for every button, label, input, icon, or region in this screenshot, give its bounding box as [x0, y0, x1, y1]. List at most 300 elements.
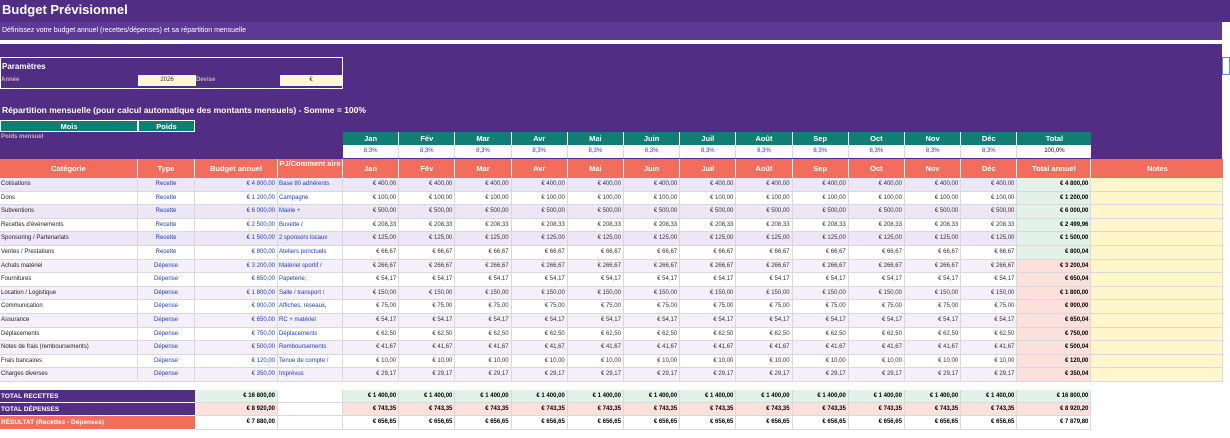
- row-month-value: € 125,00: [568, 232, 624, 246]
- row-month-value: € 62,50: [849, 328, 905, 342]
- row-month-value: € 208,33: [568, 219, 624, 233]
- summary-month-value: € 656,65: [961, 416, 1017, 429]
- row-type[interactable]: Recette: [138, 205, 195, 219]
- row-category: Déplacements: [0, 328, 138, 342]
- row-month-value: € 54,17: [343, 314, 399, 328]
- weight-month-2: Mar: [455, 132, 511, 145]
- row-month-value: € 62,50: [399, 328, 455, 342]
- header-month-10: Nov: [905, 159, 961, 178]
- row-category: Ventes / Prestations: [0, 246, 138, 260]
- row-month-value: € 500,00: [624, 205, 680, 219]
- row-month-value: € 400,00: [849, 178, 905, 192]
- row-month-value: € 29,17: [680, 368, 736, 382]
- summary-budget: € 16 800,00: [195, 390, 278, 403]
- row-type[interactable]: Dépense: [138, 314, 195, 328]
- row-month-value: € 125,00: [849, 232, 905, 246]
- row-type[interactable]: Recette: [138, 246, 195, 260]
- row-notes[interactable]: [1091, 314, 1223, 328]
- row-type[interactable]: Recette: [138, 219, 195, 233]
- row-month-value: € 54,17: [512, 314, 568, 328]
- row-month-value: € 29,17: [961, 368, 1017, 382]
- row-notes[interactable]: [1091, 219, 1223, 233]
- row-month-value: € 10,00: [793, 355, 849, 369]
- row-comment[interactable]: Remboursements: [278, 341, 343, 355]
- row-month-value: € 41,67: [736, 341, 792, 355]
- row-notes[interactable]: [1091, 328, 1223, 342]
- row-month-value: € 150,00: [905, 287, 961, 301]
- row-month-value: € 66,67: [680, 246, 736, 260]
- row-month-value: € 125,00: [680, 232, 736, 246]
- weight-total-value: 100,0%: [1017, 145, 1091, 158]
- row-month-value: € 10,00: [343, 355, 399, 369]
- row-type[interactable]: Dépense: [138, 300, 195, 314]
- weight-value-3[interactable]: 8,3%: [512, 145, 568, 158]
- row-comment[interactable]: Matériel sportif /: [278, 260, 343, 274]
- summary-month-value: € 656,65: [680, 416, 736, 429]
- summary-month-value: € 656,65: [849, 416, 905, 429]
- row-month-value: € 62,50: [793, 328, 849, 342]
- row-month-value: € 66,67: [512, 246, 568, 260]
- row-month-value: € 75,00: [512, 300, 568, 314]
- row-budget[interactable]: € 1 800,00: [195, 287, 278, 301]
- summary-month-value: € 1 400,00: [905, 390, 961, 403]
- row-month-value: € 29,17: [624, 368, 680, 382]
- row-month-value: € 266,67: [512, 260, 568, 274]
- row-month-value: € 66,67: [455, 246, 511, 260]
- row-total: € 1 500,00: [1017, 232, 1091, 246]
- row-month-value: € 400,00: [512, 178, 568, 192]
- summary-month-value: € 656,65: [512, 416, 568, 429]
- row-type[interactable]: Dépense: [138, 287, 195, 301]
- summary-month-value: € 743,35: [343, 403, 399, 416]
- row-month-value: € 54,17: [793, 273, 849, 287]
- row-month-value: € 125,00: [399, 232, 455, 246]
- row-notes[interactable]: [1091, 355, 1223, 369]
- row-month-value: € 500,00: [961, 205, 1017, 219]
- row-budget[interactable]: € 650,00: [195, 314, 278, 328]
- row-month-value: € 150,00: [512, 287, 568, 301]
- header-budget: Budget annuel: [195, 159, 278, 178]
- row-total: € 500,04: [1017, 341, 1091, 355]
- weight-value-2[interactable]: 8,3%: [455, 145, 511, 158]
- row-notes[interactable]: [1091, 178, 1223, 192]
- row-month-value: € 125,00: [961, 232, 1017, 246]
- row-month-value: € 400,00: [793, 178, 849, 192]
- summary-month-value: € 743,35: [680, 403, 736, 416]
- header-notes: Notes: [1091, 159, 1223, 178]
- row-month-value: € 400,00: [399, 178, 455, 192]
- weight-value-6[interactable]: 8,3%: [680, 145, 736, 158]
- row-total: € 2 499,96: [1017, 219, 1091, 233]
- summary-empty: [278, 416, 343, 429]
- row-category: Communication: [0, 300, 138, 314]
- row-type[interactable]: Dépense: [138, 273, 195, 287]
- weight-month-4: Mai: [568, 132, 624, 145]
- summary-month-value: € 1 400,00: [568, 390, 624, 403]
- row-month-value: € 54,17: [568, 273, 624, 287]
- weight-value-0[interactable]: 8,3%: [343, 145, 399, 158]
- row-month-value: € 29,17: [736, 368, 792, 382]
- row-month-value: € 150,00: [736, 287, 792, 301]
- row-category: Recettes d'événements: [0, 219, 138, 233]
- row-month-value: € 150,00: [343, 287, 399, 301]
- summary-month-value: € 1 400,00: [399, 390, 455, 403]
- row-month-value: € 208,33: [512, 219, 568, 233]
- row-total: € 350,04: [1017, 368, 1091, 382]
- row-category: Location / Logistique: [0, 287, 138, 301]
- row-month-value: € 29,17: [455, 368, 511, 382]
- row-notes[interactable]: [1091, 246, 1223, 260]
- weight-month-7: Août: [736, 132, 792, 145]
- row-month-value: € 75,00: [399, 300, 455, 314]
- row-month-value: € 208,33: [680, 219, 736, 233]
- header-month-8: Sep: [793, 159, 849, 178]
- row-month-value: € 266,67: [399, 260, 455, 274]
- row-month-value: € 41,67: [343, 341, 399, 355]
- row-type[interactable]: Recette: [138, 232, 195, 246]
- annee-input[interactable]: 2026: [138, 75, 196, 86]
- row-month-value: € 500,00: [905, 205, 961, 219]
- row-month-value: € 100,00: [849, 192, 905, 206]
- page-title: Budget Prévisionnel: [2, 2, 128, 17]
- row-month-value: € 54,17: [343, 273, 399, 287]
- header-month-5: Juin: [624, 159, 680, 178]
- row-month-value: € 62,50: [568, 328, 624, 342]
- summary-month-value: € 656,65: [793, 416, 849, 429]
- row-month-value: € 54,17: [680, 273, 736, 287]
- row-type[interactable]: Recette: [138, 178, 195, 192]
- row-month-value: € 266,67: [849, 260, 905, 274]
- row-comment[interactable]: Mairie +: [278, 205, 343, 219]
- row-total: € 800,04: [1017, 246, 1091, 260]
- summary-month-value: € 743,35: [849, 403, 905, 416]
- row-month-value: € 54,17: [849, 273, 905, 287]
- row-category: Dons: [0, 192, 138, 206]
- header-month-6: Juil: [680, 159, 736, 178]
- row-month-value: € 100,00: [736, 192, 792, 206]
- row-type[interactable]: Dépense: [138, 328, 195, 342]
- row-budget[interactable]: € 3 200,00: [195, 260, 278, 274]
- row-month-value: € 150,00: [849, 287, 905, 301]
- summary-empty: [278, 390, 343, 403]
- row-month-value: € 66,67: [568, 246, 624, 260]
- row-month-value: € 400,00: [343, 178, 399, 192]
- row-month-value: € 41,67: [568, 341, 624, 355]
- row-month-value: € 266,67: [680, 260, 736, 274]
- row-month-value: € 54,17: [455, 314, 511, 328]
- row-comment[interactable]: RC + matériel: [278, 314, 343, 328]
- row-notes[interactable]: [1091, 273, 1223, 287]
- weight-month-3: Avr: [512, 132, 568, 145]
- summary-total: € 16 800,00: [1017, 390, 1091, 403]
- row-notes[interactable]: [1091, 300, 1223, 314]
- row-month-value: € 400,00: [455, 178, 511, 192]
- summary-month-value: € 1 400,00: [849, 390, 905, 403]
- row-month-value: € 41,67: [455, 341, 511, 355]
- row-month-value: € 41,67: [793, 341, 849, 355]
- weight-month-6: Juil: [680, 132, 736, 145]
- row-category: Frais bancaires: [0, 355, 138, 369]
- header-month-7: Août: [736, 159, 792, 178]
- row-month-value: € 10,00: [736, 355, 792, 369]
- row-total: € 6 000,00: [1017, 205, 1091, 219]
- row-month-value: € 400,00: [680, 178, 736, 192]
- row-type[interactable]: Dépense: [138, 355, 195, 369]
- row-total: € 120,00: [1017, 355, 1091, 369]
- poids-mensuel-label: Poids mensuel: [1, 134, 44, 140]
- weight-value-4[interactable]: 8,3%: [568, 145, 624, 158]
- row-month-value: € 29,17: [905, 368, 961, 382]
- row-month-value: € 54,17: [905, 273, 961, 287]
- row-comment[interactable]: Campagne: [278, 192, 343, 206]
- header-month-3: Avr: [512, 159, 568, 178]
- weight-value-11[interactable]: 8,3%: [961, 145, 1017, 158]
- row-comment[interactable]: 2 sponsors locaux: [278, 232, 343, 246]
- row-total: € 4 800,00: [1017, 178, 1091, 192]
- row-month-value: € 100,00: [399, 192, 455, 206]
- row-total: € 900,00: [1017, 300, 1091, 314]
- summary-month-value: € 743,35: [624, 403, 680, 416]
- row-month-value: € 125,00: [905, 232, 961, 246]
- row-month-value: € 150,00: [793, 287, 849, 301]
- row-month-value: € 75,00: [568, 300, 624, 314]
- row-budget[interactable]: € 800,00: [195, 246, 278, 260]
- row-type[interactable]: Dépense: [138, 368, 195, 382]
- row-comment[interactable]: Tenue de compte /: [278, 355, 343, 369]
- row-comment[interactable]: Base 80 adhérents: [278, 178, 343, 192]
- row-month-value: € 500,00: [399, 205, 455, 219]
- repartition-title: Répartition mensuelle (pour calcul automatique des montants mensuels) - Somme = 100%: [2, 105, 366, 115]
- row-notes[interactable]: [1091, 287, 1223, 301]
- row-month-value: € 54,17: [736, 314, 792, 328]
- row-notes[interactable]: [1091, 368, 1223, 382]
- row-month-value: € 29,17: [568, 368, 624, 382]
- row-month-value: € 54,17: [905, 314, 961, 328]
- row-budget[interactable]: € 1 500,00: [195, 232, 278, 246]
- header-month-2: Mar: [455, 159, 511, 178]
- row-notes[interactable]: [1091, 232, 1223, 246]
- summary-month-value: € 656,65: [736, 416, 792, 429]
- row-budget[interactable]: € 350,00: [195, 368, 278, 382]
- row-month-value: € 500,00: [455, 205, 511, 219]
- row-month-value: € 54,17: [849, 314, 905, 328]
- row-month-value: € 500,00: [343, 205, 399, 219]
- summary-month-value: € 656,65: [905, 416, 961, 429]
- row-month-value: € 208,33: [624, 219, 680, 233]
- row-budget[interactable]: € 120,00: [195, 355, 278, 369]
- row-notes[interactable]: [1091, 205, 1223, 219]
- row-budget[interactable]: € 1 200,00: [195, 192, 278, 206]
- row-notes[interactable]: [1091, 192, 1223, 206]
- header-month-0: Jan: [343, 159, 399, 178]
- row-month-value: € 10,00: [624, 355, 680, 369]
- row-type[interactable]: Recette: [138, 192, 195, 206]
- summary-month-value: € 1 400,00: [512, 390, 568, 403]
- row-month-value: € 75,00: [793, 300, 849, 314]
- header-month-11: Déc: [961, 159, 1017, 178]
- row-month-value: € 75,00: [905, 300, 961, 314]
- row-month-value: € 41,67: [512, 341, 568, 355]
- weight-value-8[interactable]: 8,3%: [793, 145, 849, 158]
- row-month-value: € 500,00: [680, 205, 736, 219]
- row-type[interactable]: Dépense: [138, 341, 195, 355]
- row-month-value: € 66,67: [343, 246, 399, 260]
- row-month-value: € 41,67: [399, 341, 455, 355]
- summary-budget: € 8 920,00: [195, 403, 278, 416]
- row-notes[interactable]: [1091, 260, 1223, 274]
- row-month-value: € 100,00: [680, 192, 736, 206]
- row-month-value: € 54,17: [680, 314, 736, 328]
- row-month-value: € 54,17: [624, 314, 680, 328]
- row-month-value: € 266,67: [961, 260, 1017, 274]
- weight-value-10[interactable]: 8,3%: [905, 145, 961, 158]
- row-month-value: € 208,33: [736, 219, 792, 233]
- row-month-value: € 62,50: [905, 328, 961, 342]
- summary-month-value: € 743,35: [399, 403, 455, 416]
- row-month-value: € 10,00: [399, 355, 455, 369]
- row-month-value: € 208,33: [849, 219, 905, 233]
- row-month-value: € 29,17: [399, 368, 455, 382]
- row-category: Charges diverses: [0, 368, 138, 382]
- row-month-value: € 100,00: [961, 192, 1017, 206]
- row-month-value: € 66,67: [849, 246, 905, 260]
- row-month-value: € 62,50: [624, 328, 680, 342]
- row-total: € 650,04: [1017, 314, 1091, 328]
- row-month-value: € 10,00: [512, 355, 568, 369]
- row-month-value: € 62,50: [455, 328, 511, 342]
- row-comment[interactable]: Ateliers ponctuels: [278, 246, 343, 260]
- row-month-value: € 29,17: [849, 368, 905, 382]
- row-month-value: € 41,67: [905, 341, 961, 355]
- summary-empty: [278, 403, 343, 416]
- row-budget[interactable]: € 650,00: [195, 273, 278, 287]
- row-budget[interactable]: € 4 800,00: [195, 178, 278, 192]
- row-month-value: € 29,17: [793, 368, 849, 382]
- row-month-value: € 54,17: [399, 314, 455, 328]
- row-month-value: € 41,67: [624, 341, 680, 355]
- row-month-value: € 100,00: [343, 192, 399, 206]
- row-comment[interactable]: Imprévus: [278, 368, 343, 382]
- weight-value-5[interactable]: 8,3%: [624, 145, 680, 158]
- row-month-value: € 266,67: [343, 260, 399, 274]
- row-notes[interactable]: [1091, 341, 1223, 355]
- row-month-value: € 125,00: [624, 232, 680, 246]
- row-comment[interactable]: Papeterie,: [278, 273, 343, 287]
- row-month-value: € 66,67: [961, 246, 1017, 260]
- row-month-value: € 66,67: [905, 246, 961, 260]
- weight-month-11: Déc: [961, 132, 1017, 145]
- summary-month-value: € 743,35: [736, 403, 792, 416]
- row-category: Assurance: [0, 314, 138, 328]
- row-total: € 1 800,00: [1017, 287, 1091, 301]
- row-month-value: € 66,67: [399, 246, 455, 260]
- row-month-value: € 150,00: [961, 287, 1017, 301]
- row-month-value: € 100,00: [568, 192, 624, 206]
- devise-input[interactable]: €: [280, 75, 342, 86]
- row-month-value: € 75,00: [343, 300, 399, 314]
- row-month-value: € 54,17: [624, 273, 680, 287]
- row-month-value: € 400,00: [568, 178, 624, 192]
- separator: [0, 40, 1222, 44]
- row-month-value: € 400,00: [961, 178, 1017, 192]
- row-comment[interactable]: Buvette /: [278, 219, 343, 233]
- page-subtitle: Définissez votre budget annuel (recettes/dépenses) et sa répartition mensuelle: [2, 27, 246, 34]
- row-month-value: € 266,67: [455, 260, 511, 274]
- summary-total: € 7 879,80: [1017, 416, 1091, 429]
- row-month-value: € 208,33: [399, 219, 455, 233]
- weight-month-10: Nov: [905, 132, 961, 145]
- row-month-value: € 66,67: [793, 246, 849, 260]
- row-category: Achats matériel: [0, 260, 138, 274]
- row-comment[interactable]: Affiches, réseaux,: [278, 300, 343, 314]
- row-month-value: € 75,00: [961, 300, 1017, 314]
- row-total: € 3 200,04: [1017, 260, 1091, 274]
- row-type[interactable]: Dépense: [138, 260, 195, 274]
- weight-month-5: Juin: [624, 132, 680, 145]
- row-month-value: € 10,00: [961, 355, 1017, 369]
- row-month-value: € 66,67: [736, 246, 792, 260]
- summary-month-value: € 743,35: [568, 403, 624, 416]
- row-month-value: € 125,00: [343, 232, 399, 246]
- row-budget[interactable]: € 750,00: [195, 328, 278, 342]
- row-month-value: € 54,17: [399, 273, 455, 287]
- summary-label: TOTAL DÉPENSES: [0, 403, 195, 416]
- row-budget[interactable]: € 2 500,00: [195, 219, 278, 233]
- row-month-value: € 62,50: [736, 328, 792, 342]
- row-month-value: € 500,00: [849, 205, 905, 219]
- weight-value-7[interactable]: 8,3%: [736, 145, 792, 158]
- summary-total: € 8 920,20: [1017, 403, 1091, 416]
- row-month-value: € 66,67: [624, 246, 680, 260]
- row-month-value: € 266,67: [905, 260, 961, 274]
- row-category: Subventions: [0, 205, 138, 219]
- row-month-value: € 62,50: [343, 328, 399, 342]
- row-month-value: € 54,17: [793, 314, 849, 328]
- row-budget[interactable]: € 500,00: [195, 341, 278, 355]
- row-month-value: € 62,50: [512, 328, 568, 342]
- summary-label: TOTAL RECETTES: [0, 390, 195, 403]
- row-month-value: € 400,00: [624, 178, 680, 192]
- row-month-value: € 266,67: [793, 260, 849, 274]
- summary-month-value: € 656,65: [343, 416, 399, 429]
- row-month-value: € 208,33: [961, 219, 1017, 233]
- row-comment[interactable]: Salle / transport /: [278, 287, 343, 301]
- row-month-value: € 41,67: [961, 341, 1017, 355]
- row-total: € 750,00: [1017, 328, 1091, 342]
- header-month-9: Oct: [849, 159, 905, 178]
- row-month-value: € 75,00: [455, 300, 511, 314]
- row-month-value: € 75,00: [624, 300, 680, 314]
- header-type: Type: [138, 159, 195, 178]
- row-budget[interactable]: € 6 000,00: [195, 205, 278, 219]
- row-month-value: € 54,17: [512, 273, 568, 287]
- row-month-value: € 125,00: [793, 232, 849, 246]
- row-month-value: € 208,33: [455, 219, 511, 233]
- weight-month-8: Sep: [793, 132, 849, 145]
- selected-cell[interactable]: [1222, 57, 1230, 75]
- row-month-value: € 400,00: [905, 178, 961, 192]
- row-month-value: € 41,67: [680, 341, 736, 355]
- weight-value-1[interactable]: 8,3%: [399, 145, 455, 158]
- row-budget[interactable]: € 900,00: [195, 300, 278, 314]
- row-category: Notes de frais (remboursements): [0, 341, 138, 355]
- row-month-value: € 100,00: [455, 192, 511, 206]
- summary-month-value: € 1 400,00: [343, 390, 399, 403]
- weight-value-9[interactable]: 8,3%: [849, 145, 905, 158]
- row-month-value: € 266,67: [568, 260, 624, 274]
- row-month-value: € 10,00: [905, 355, 961, 369]
- row-comment[interactable]: Déplacements: [278, 328, 343, 342]
